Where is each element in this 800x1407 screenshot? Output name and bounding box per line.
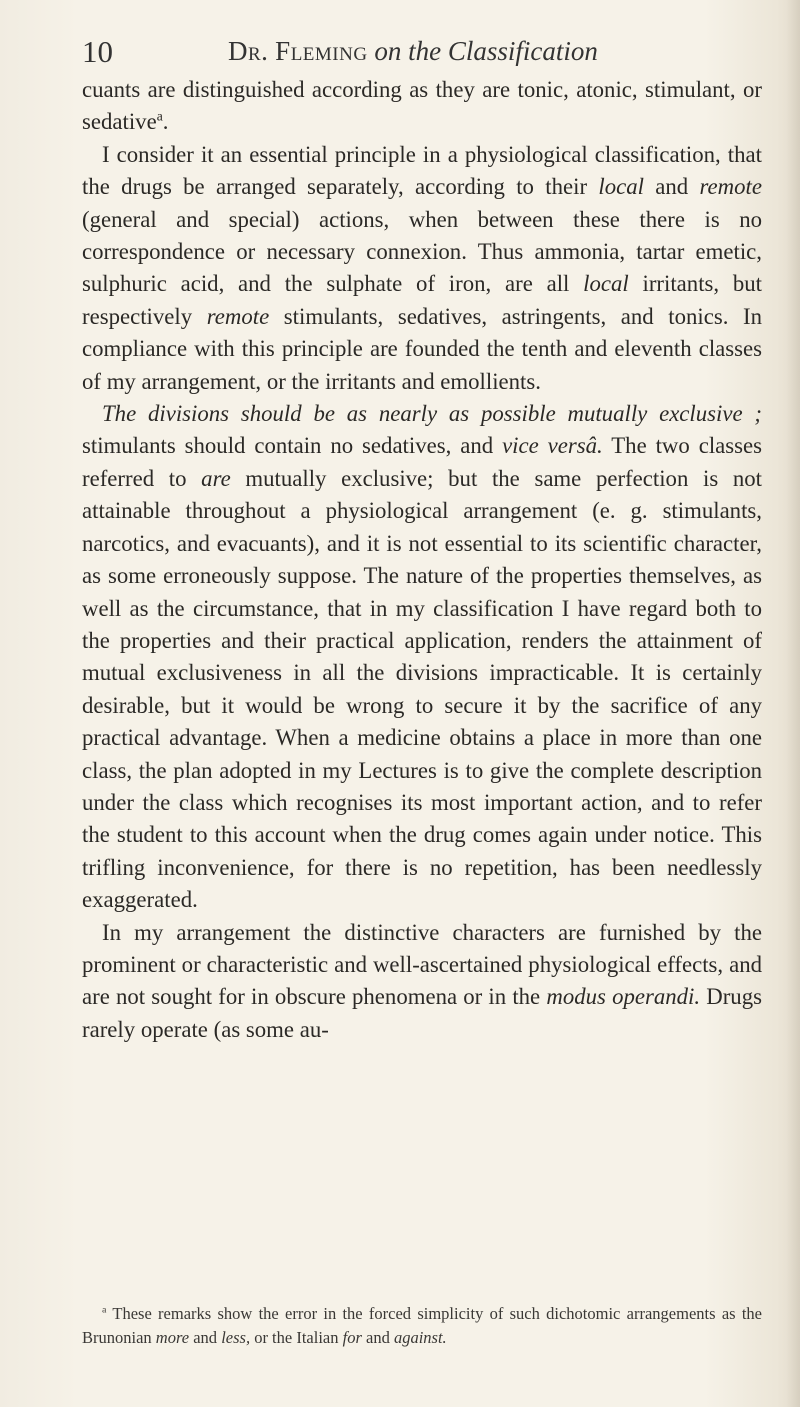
title-author: Fleming (275, 36, 368, 66)
text-run: cuants are distinguished according as they are tonic, atonic, stimulant, or sedative (82, 77, 762, 135)
text-run: Drugs rarely operate (as some au- (82, 984, 762, 1042)
text-run: and (643, 174, 700, 200)
paragraph-4 (82, 917, 762, 1047)
title-subject: on the Classification (374, 36, 598, 66)
page-edge-shadow (786, 0, 800, 1407)
text-run: mutually exclusive; but the same perfection is not attainable throughout a physiological arrangement (e. g. stimulants, narcotics, and evacuants), and it is not essential to its scientific character, as some erroneously suppose. The nature of the properties themselves, as well as the circumstance, that in my classification I have regard both to the properties and their practical application, renders the attainment of mutual exclusiveness in all the divisions impracticable. It is certainly desirable, but it would be wrong to secure it by the sacrifice of any practical advantage. When a medicine obtains a place in more than one class, the plan adopted in my Lectures is to give the complete description under the class which recognises its most important action, and to refer the student to this account when the drug comes again under notice. This trifling inconvenience, for there is no repetition, has been needlessly exaggerated. (82, 465, 762, 913)
text-run: and (189, 1328, 222, 1347)
italic-term: against. (393, 1328, 447, 1347)
footnote-mark: a (102, 1304, 107, 1316)
italic-term: modus operandi. (546, 984, 701, 1010)
italic-term: local (583, 271, 629, 297)
text-run: and (361, 1328, 394, 1347)
text-run: I consider it an essential principle in a physiological classification, that the drugs be arranged separately, according to their (82, 141, 762, 200)
text-run: In my arrangement the distinctive characters are furnished by the prominent or characteristic and well-ascertained physiological effects, and are not sought for in obscure phenomena or in the (82, 919, 762, 1010)
footnote-paragraph (82, 1302, 762, 1350)
text-run: irritants, but respectively (82, 271, 762, 329)
text-run: or the Italian (250, 1328, 343, 1347)
paragraph-3 (82, 398, 762, 917)
italic-term: more (155, 1328, 190, 1347)
text-run: The two classes referred to (82, 433, 763, 491)
italic-term: remote (699, 174, 762, 200)
italic-term: less, (221, 1328, 251, 1347)
italic-term: are (201, 465, 231, 491)
italic-term: vice versâ. (502, 433, 603, 459)
page-number: 10 (82, 34, 113, 69)
italic-term: remote (206, 303, 270, 329)
body-text (82, 74, 762, 1046)
running-title (228, 36, 598, 67)
italic-term: for (342, 1328, 362, 1347)
text-run: These remarks show the error in the forced simplicity of such dichotomic arrangements as the Brunonian (82, 1304, 762, 1347)
footnote-marker: a (156, 108, 163, 124)
text-run: (general and special) actions, when between these there is no correspondence or necessary connexion. Thus ammonia, tartar emetic, sulphuric acid, and the sulphate of iron, are all (82, 206, 762, 297)
title-dr: Dr. (228, 36, 269, 66)
paragraph-2 (82, 139, 762, 398)
text-run: stimulants should contain no sedatives, and (82, 433, 503, 459)
italic-lead: The divisions should be as nearly as possible mutually exclusive ; (102, 401, 762, 427)
text-run: . (162, 109, 169, 135)
italic-term: local (598, 174, 644, 200)
text-run: stimulants, sedatives, astringents, and tonics. In compliance with this principle are founded the tenth and eleventh classes of my arrangement, or the irritants and emollients. (82, 303, 762, 394)
paragraph-1 (82, 74, 762, 139)
footnote (82, 1302, 762, 1350)
running-header (82, 34, 762, 74)
